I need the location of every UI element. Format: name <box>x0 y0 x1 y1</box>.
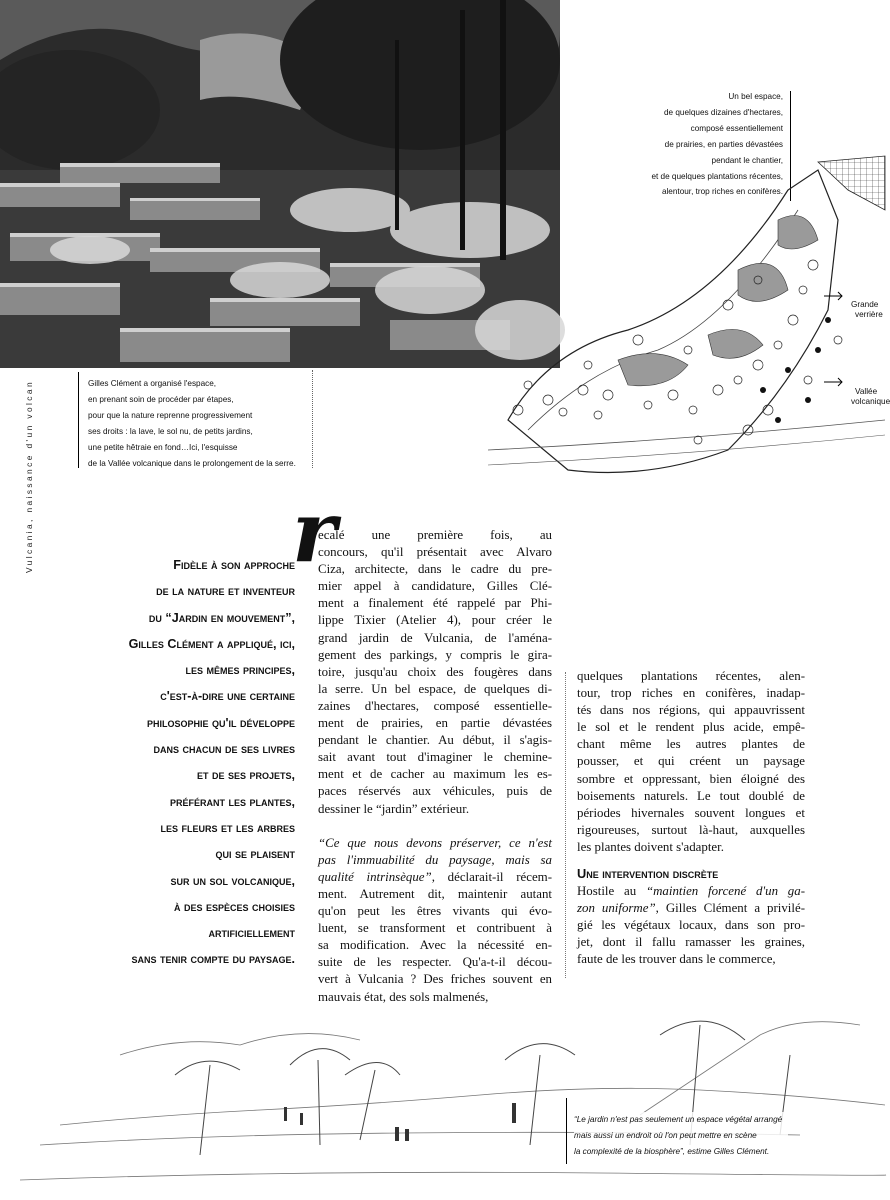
article-line: concours, qu'il présentait avec Alvaro <box>318 545 552 560</box>
article-line: dessiner le “jardin” extérieur. <box>318 801 470 816</box>
article-line: sombre et oppressant, bien éloigné des <box>577 771 805 786</box>
intro-line: c'est-à-dire une certaine <box>160 689 295 704</box>
article-line: lippe Tixier (Atelier 4), pour créer le <box>318 613 552 628</box>
article-span: zon uniforme” <box>577 901 656 916</box>
site-plan-drawing <box>488 150 890 496</box>
article-column-2-continued <box>577 883 805 968</box>
article-line <box>577 883 805 900</box>
caption-bottom <box>574 1112 788 1160</box>
caption-rule <box>566 1098 567 1164</box>
plan-label-grande: Grande <box>851 300 879 309</box>
article-line: gié les végétaux locaux, dans son pro- <box>577 918 805 933</box>
intro-line: sans tenir compte du paysage. <box>131 952 295 967</box>
article-line: gement des parkings, y compris le gira- <box>318 647 552 662</box>
intro-line: Gilles Clément a appliqué, ici, <box>128 636 295 651</box>
caption-line: pendant le chantier, <box>711 155 783 165</box>
article-line <box>577 900 805 917</box>
article-line: le sol et le rendent plus acide, empê- <box>577 720 805 735</box>
article-line: sait avant tout d'imaginer le chemine- <box>318 750 552 765</box>
article-line: ment de prairies, en partie dévastées <box>318 716 552 731</box>
caption-line: la complexité de la biosphère”, estime Gilles Clément. <box>574 1146 770 1156</box>
caption-line: de prairies, en parties dévastées <box>664 139 783 149</box>
article-line: faute de les trouver dans le commerce, <box>577 952 776 967</box>
article-line: rigoureuses, surtout là-haut, auxquelles <box>577 822 805 837</box>
intro-line: et de ses projets, <box>196 768 295 783</box>
article-line: grand jardin de Vulcania, de l'aména- <box>318 630 552 645</box>
intro-line: de la nature et inventeur <box>156 584 295 599</box>
caption-line: une petite hêtraie en fond…Ici, l'esquisse <box>88 442 238 452</box>
article-span: , déclarait-il récem- <box>431 869 552 884</box>
article-line: paces réservés aux véhicules, puis de <box>318 784 552 799</box>
caption-line: mais aussi un endroit où l'on peut mettre en scène <box>574 1130 757 1140</box>
caption-line: Un bel espace, <box>728 92 783 101</box>
article-span: , Gilles Clément a privilé- <box>655 901 805 916</box>
article-line: pousser, et qui créent un paysage <box>577 754 805 769</box>
article-line: périodes hivernales souvent longues et <box>577 805 805 820</box>
intro-line: les fleurs et les arbres <box>160 820 295 835</box>
article-line: tour, trop riches en conifères, inadap- <box>577 686 805 701</box>
article-line: pendant le chantier. Au début, il s'agis- <box>318 733 552 748</box>
article-line: vert à Vulcania ? Des friches souvent en <box>318 972 552 987</box>
article-line: la serre. Un bel espace, de quelques di- <box>318 681 552 696</box>
article-line <box>318 818 552 835</box>
caption-line: de quelques dizaines d'hectares, <box>664 107 783 117</box>
article-line: tés dans nos régions, qui appauvrissent <box>577 703 805 718</box>
article-span: qualité intrinsèque” <box>318 869 432 884</box>
caption-left <box>88 376 314 471</box>
caption-rule <box>78 372 79 468</box>
article-line: jet, dont il fallu ramasser les graines, <box>577 935 805 950</box>
article-line <box>318 869 552 886</box>
intro-line: préférant les plantes, <box>169 794 295 809</box>
article-column-1 <box>318 527 552 1006</box>
article-line: luent, se transforment et contribuent à <box>318 921 552 936</box>
intro-line: qui se plaisent <box>215 847 295 862</box>
column-divider <box>565 672 566 978</box>
article-line: les plantes doivent s'adapter. <box>577 839 724 854</box>
intro-line: du “Jardin en mouvement”, <box>148 610 295 625</box>
caption-line: de la Vallée volcanique dans le prolongement de la serre. <box>88 458 296 468</box>
caption-line: et de quelques plantations récentes, <box>651 171 783 181</box>
intro-line: artificiellement <box>208 926 295 941</box>
caption-line: composé essentiellement <box>690 123 783 133</box>
article-line: toire, jusqu'au choix des fougères dans <box>318 664 552 679</box>
intro-line: dans chacun de ses livres <box>153 742 295 757</box>
article-line: pas l'immuabilité du paysage, mais sa <box>318 852 552 867</box>
valley-sketch <box>0 995 885 1200</box>
running-head: Vulcania, naissance d'un volcan <box>24 380 34 574</box>
caption-line: alentour, trop riches en conifères. <box>661 187 783 197</box>
article-line: sa modification. Avec la nécessité en- <box>318 938 552 953</box>
article-line: boisements naturels. Le tout doublé de <box>577 788 805 803</box>
article-line: mier appel à candidature, Gilles Clé- <box>318 579 552 594</box>
intro-line: Fidèle à son approche <box>173 558 295 572</box>
article-span: “maintien forcené d'un ga- <box>645 884 805 898</box>
intro-line: sur un sol volcanique, <box>170 873 295 888</box>
plan-label-verriere: verrière <box>855 310 883 319</box>
article-column-2 <box>577 668 805 856</box>
intro-line: les mêmes principes, <box>185 663 295 678</box>
article-line: Ciza, architecte, dans le cadre du pre- <box>318 562 552 577</box>
plan-label-volcanique: volcanique <box>851 397 890 406</box>
drop-cap: r <box>292 482 337 581</box>
article-line: ment a finalement été rappelé par Phi- <box>318 596 552 611</box>
plan-label-vallee: Vallée <box>855 387 878 396</box>
article-line: mauvais état, des sols malmenés, <box>318 989 489 1004</box>
intro-line: philosophie qu'il développe <box>146 715 295 730</box>
section-subhead: Une intervention discrète <box>577 866 719 881</box>
caption-line: ses droits : la lave, le sol nu, de petits jardins, <box>88 426 253 436</box>
garden-photo <box>0 0 560 368</box>
article-line: qu'on peut les êtres vivants qui évo- <box>318 904 552 919</box>
caption-line: Gilles Clément a organisé l'espace, <box>88 379 217 388</box>
article-line: ment. Autrement dit, maintenir autant <box>318 886 552 901</box>
article-line: chant même les autres plantes de <box>577 737 805 752</box>
article-span: Hostile au <box>577 884 646 898</box>
intro-line: à des espèces choisies <box>173 899 295 914</box>
article-line: quelques plantations récentes, alen- <box>577 669 805 683</box>
article-line: “Ce que nous devons préserver, ce n'est <box>318 835 552 850</box>
article-line: ment et de cacher au maximum les es- <box>318 767 552 782</box>
article-line: zaines d'hectares, composé essentielle- <box>318 698 552 713</box>
caption-line: en prenant soin de procéder par étapes, <box>88 394 234 404</box>
article-line: ecalé une première fois, au <box>318 528 552 542</box>
caption-line: pour que la nature reprenne progressivement <box>88 410 253 420</box>
article-line: suite de les respecter. Qu'a-t-il décou- <box>318 955 552 970</box>
caption-line: “Le jardin n'est pas seulement un espace végétal arrangé <box>574 1115 783 1124</box>
intro-block <box>55 552 295 973</box>
dotted-divider <box>312 370 313 468</box>
